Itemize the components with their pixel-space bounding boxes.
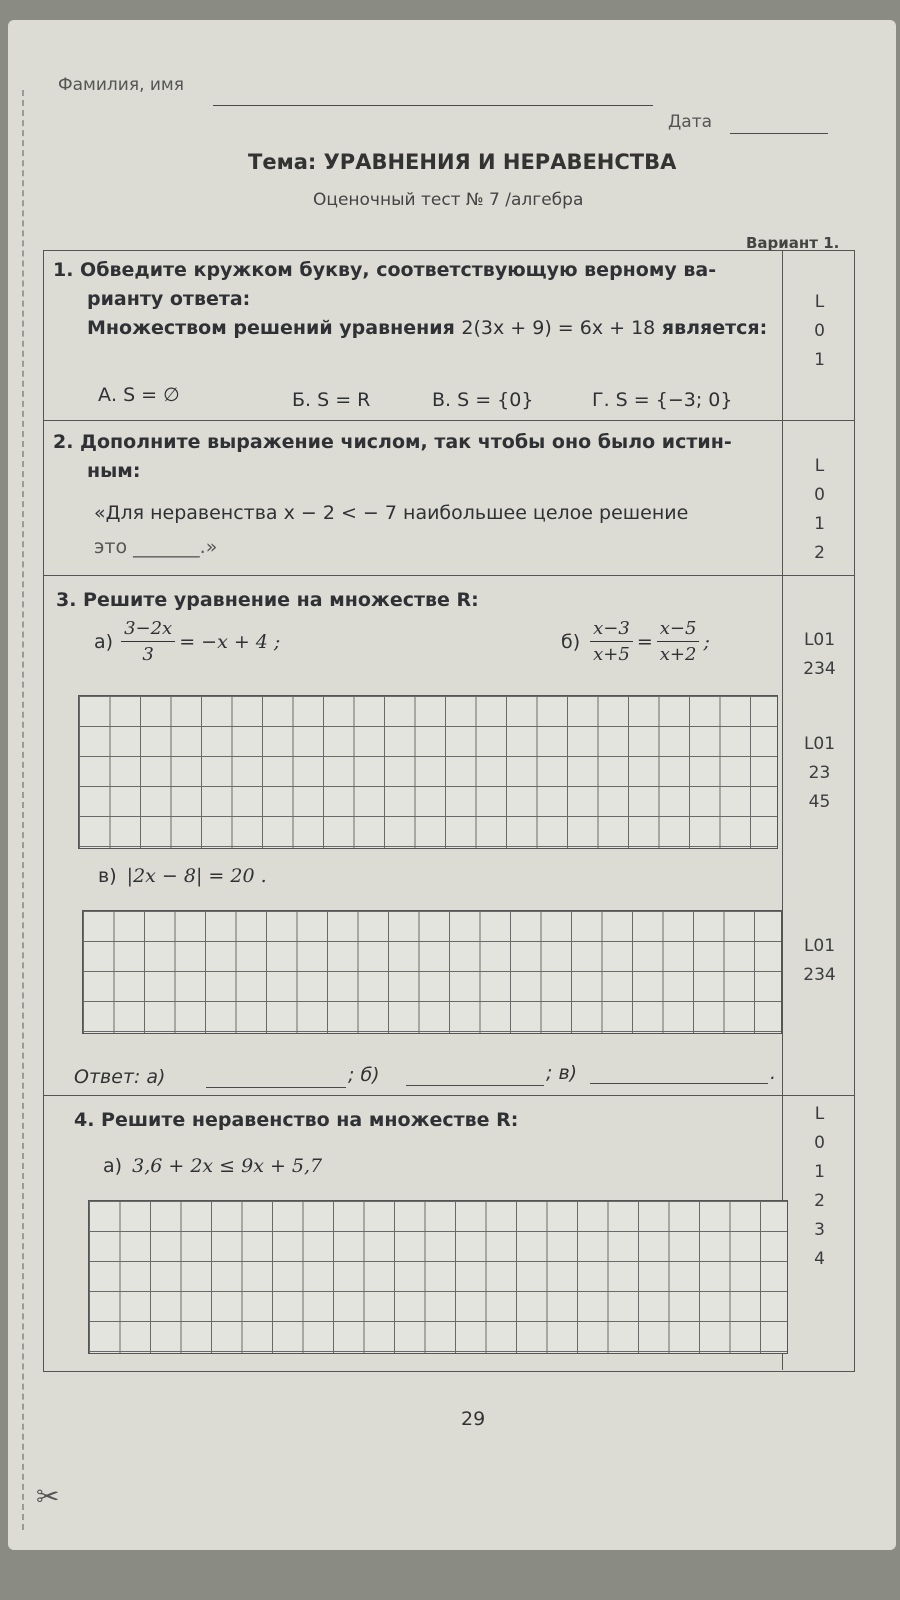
q1-line1: 1. Обведите кружком букву, соответствующую верному ва- xyxy=(53,259,717,281)
fraction-denominator: x+5 xyxy=(593,644,630,665)
score-item: L xyxy=(814,292,825,312)
q3-answer-a-field[interactable] xyxy=(206,1087,346,1088)
q1-line2: рианту ответа: xyxy=(87,288,251,310)
row-divider-1 xyxy=(43,420,855,421)
score-item: 1 xyxy=(814,350,825,370)
worksheet-page xyxy=(8,20,896,1550)
q2-line3: «Для неравенства x − 2 < − 7 наибольшее целое решение xyxy=(94,502,689,524)
q3-part-a xyxy=(94,618,280,665)
q2-line1: 2. Дополните выражение числом, так чтобы оно было истин- xyxy=(53,431,732,453)
q3-scores-a xyxy=(792,626,847,684)
q4-a-label: а) xyxy=(103,1155,123,1177)
score-item: L01 xyxy=(803,936,836,956)
q3-answer-v-label: ; в) xyxy=(546,1062,578,1084)
date-label: Дата xyxy=(668,112,713,132)
q1-option-v[interactable]: В. S = {0} xyxy=(432,389,534,411)
q1-line3-prefix: Множеством решений уравнения xyxy=(87,317,455,339)
q4-answer-grid[interactable] xyxy=(88,1200,788,1354)
q4-scores xyxy=(792,1100,847,1274)
q1-line3 xyxy=(53,314,773,343)
q3-v-label: в) xyxy=(98,865,117,887)
variant-label: Вариант 1. xyxy=(746,234,840,252)
score-item: 45 xyxy=(808,792,831,812)
q3-part-v xyxy=(98,865,267,887)
score-item: L01 xyxy=(803,630,836,650)
score-item: L xyxy=(814,456,825,476)
q2-text xyxy=(53,428,773,486)
q1-option-a[interactable]: А. S = ∅ xyxy=(98,384,180,406)
q2-line2: ным: xyxy=(87,460,141,482)
q3-a-label: а) xyxy=(94,630,114,653)
scissors-icon: ✂ xyxy=(36,1480,60,1513)
q3-part-b xyxy=(561,618,710,665)
page-subtitle: Оценочный тест № 7 /алгебра xyxy=(313,190,584,210)
surname-label: Фамилия, имя xyxy=(58,75,184,95)
q1-equation: 2(3x + 9) = 6x + 18 xyxy=(461,317,656,339)
q3-answer-a-label: Ответ: а) xyxy=(74,1066,166,1088)
q3-b-end: ; xyxy=(703,630,710,653)
q3-answer-end: . xyxy=(770,1062,777,1084)
q3-heading: 3. Решите уравнение на множестве R: xyxy=(56,589,479,611)
row-divider-3 xyxy=(43,1095,855,1096)
q3-b-fraction-right xyxy=(657,618,700,665)
score-item: 1 xyxy=(814,514,825,534)
q4-heading: 4. Решите неравенство на множестве R: xyxy=(74,1109,519,1131)
q3-answer-v-field[interactable] xyxy=(590,1083,768,1084)
q3-answer-b-label: ; б) xyxy=(348,1064,380,1086)
score-item: 0 xyxy=(814,485,825,505)
q4-a-expression: 3,6 + 2x ≤ 9x + 5,7 xyxy=(132,1155,323,1177)
q1-option-g[interactable]: Г. S = {−3; 0} xyxy=(592,389,733,411)
score-item: 4 xyxy=(814,1249,825,1269)
fraction-denominator: 3 xyxy=(142,644,154,665)
score-item: 234 xyxy=(803,965,836,985)
q3-scores-b xyxy=(792,730,847,817)
q1-text xyxy=(53,256,773,343)
q3-b-fraction-left xyxy=(590,618,633,665)
q3-b-equals: = xyxy=(636,630,653,653)
q3-scores-v xyxy=(792,932,847,990)
score-item: L xyxy=(814,1104,825,1124)
q2-line4: это _______.» xyxy=(94,536,218,558)
q4-part-a xyxy=(103,1155,322,1177)
score-item: L01 xyxy=(803,734,836,754)
q3-answer-b-field[interactable] xyxy=(406,1085,544,1086)
q3-v-expression: |2x − 8| = 20 . xyxy=(126,865,267,887)
fraction-numerator: 3−2x xyxy=(121,618,175,642)
score-item: 0 xyxy=(814,321,825,341)
q1-line3-suffix: является: xyxy=(661,317,768,339)
row-divider-2 xyxy=(43,575,855,576)
fraction-numerator: x−3 xyxy=(590,618,633,642)
cut-line xyxy=(22,90,24,1530)
q2-scores xyxy=(792,452,847,568)
q3-answer-grid-2[interactable] xyxy=(82,910,782,1034)
score-item: 3 xyxy=(814,1220,825,1240)
score-item: 234 xyxy=(803,659,836,679)
q3-b-label: б) xyxy=(561,630,581,653)
score-item: 23 xyxy=(808,763,831,783)
page-number: 29 xyxy=(461,1408,486,1430)
date-field[interactable] xyxy=(730,133,828,134)
q3-a-rhs: = −x + 4 ; xyxy=(179,630,281,653)
score-item: 1 xyxy=(814,1162,825,1182)
fraction-numerator: x−5 xyxy=(657,618,700,642)
score-item: 0 xyxy=(814,1133,825,1153)
score-item: 2 xyxy=(814,1191,825,1211)
q3-answer-grid-1[interactable] xyxy=(78,695,778,849)
q1-scores xyxy=(792,288,847,375)
surname-field[interactable] xyxy=(213,105,653,106)
score-item: 2 xyxy=(814,543,825,563)
q1-option-b[interactable]: Б. S = R xyxy=(292,389,371,411)
page-title: Тема: УРАВНЕНИЯ И НЕРАВЕНСТВА xyxy=(248,150,677,174)
q3-a-fraction xyxy=(121,618,175,665)
fraction-denominator: x+2 xyxy=(659,644,697,665)
